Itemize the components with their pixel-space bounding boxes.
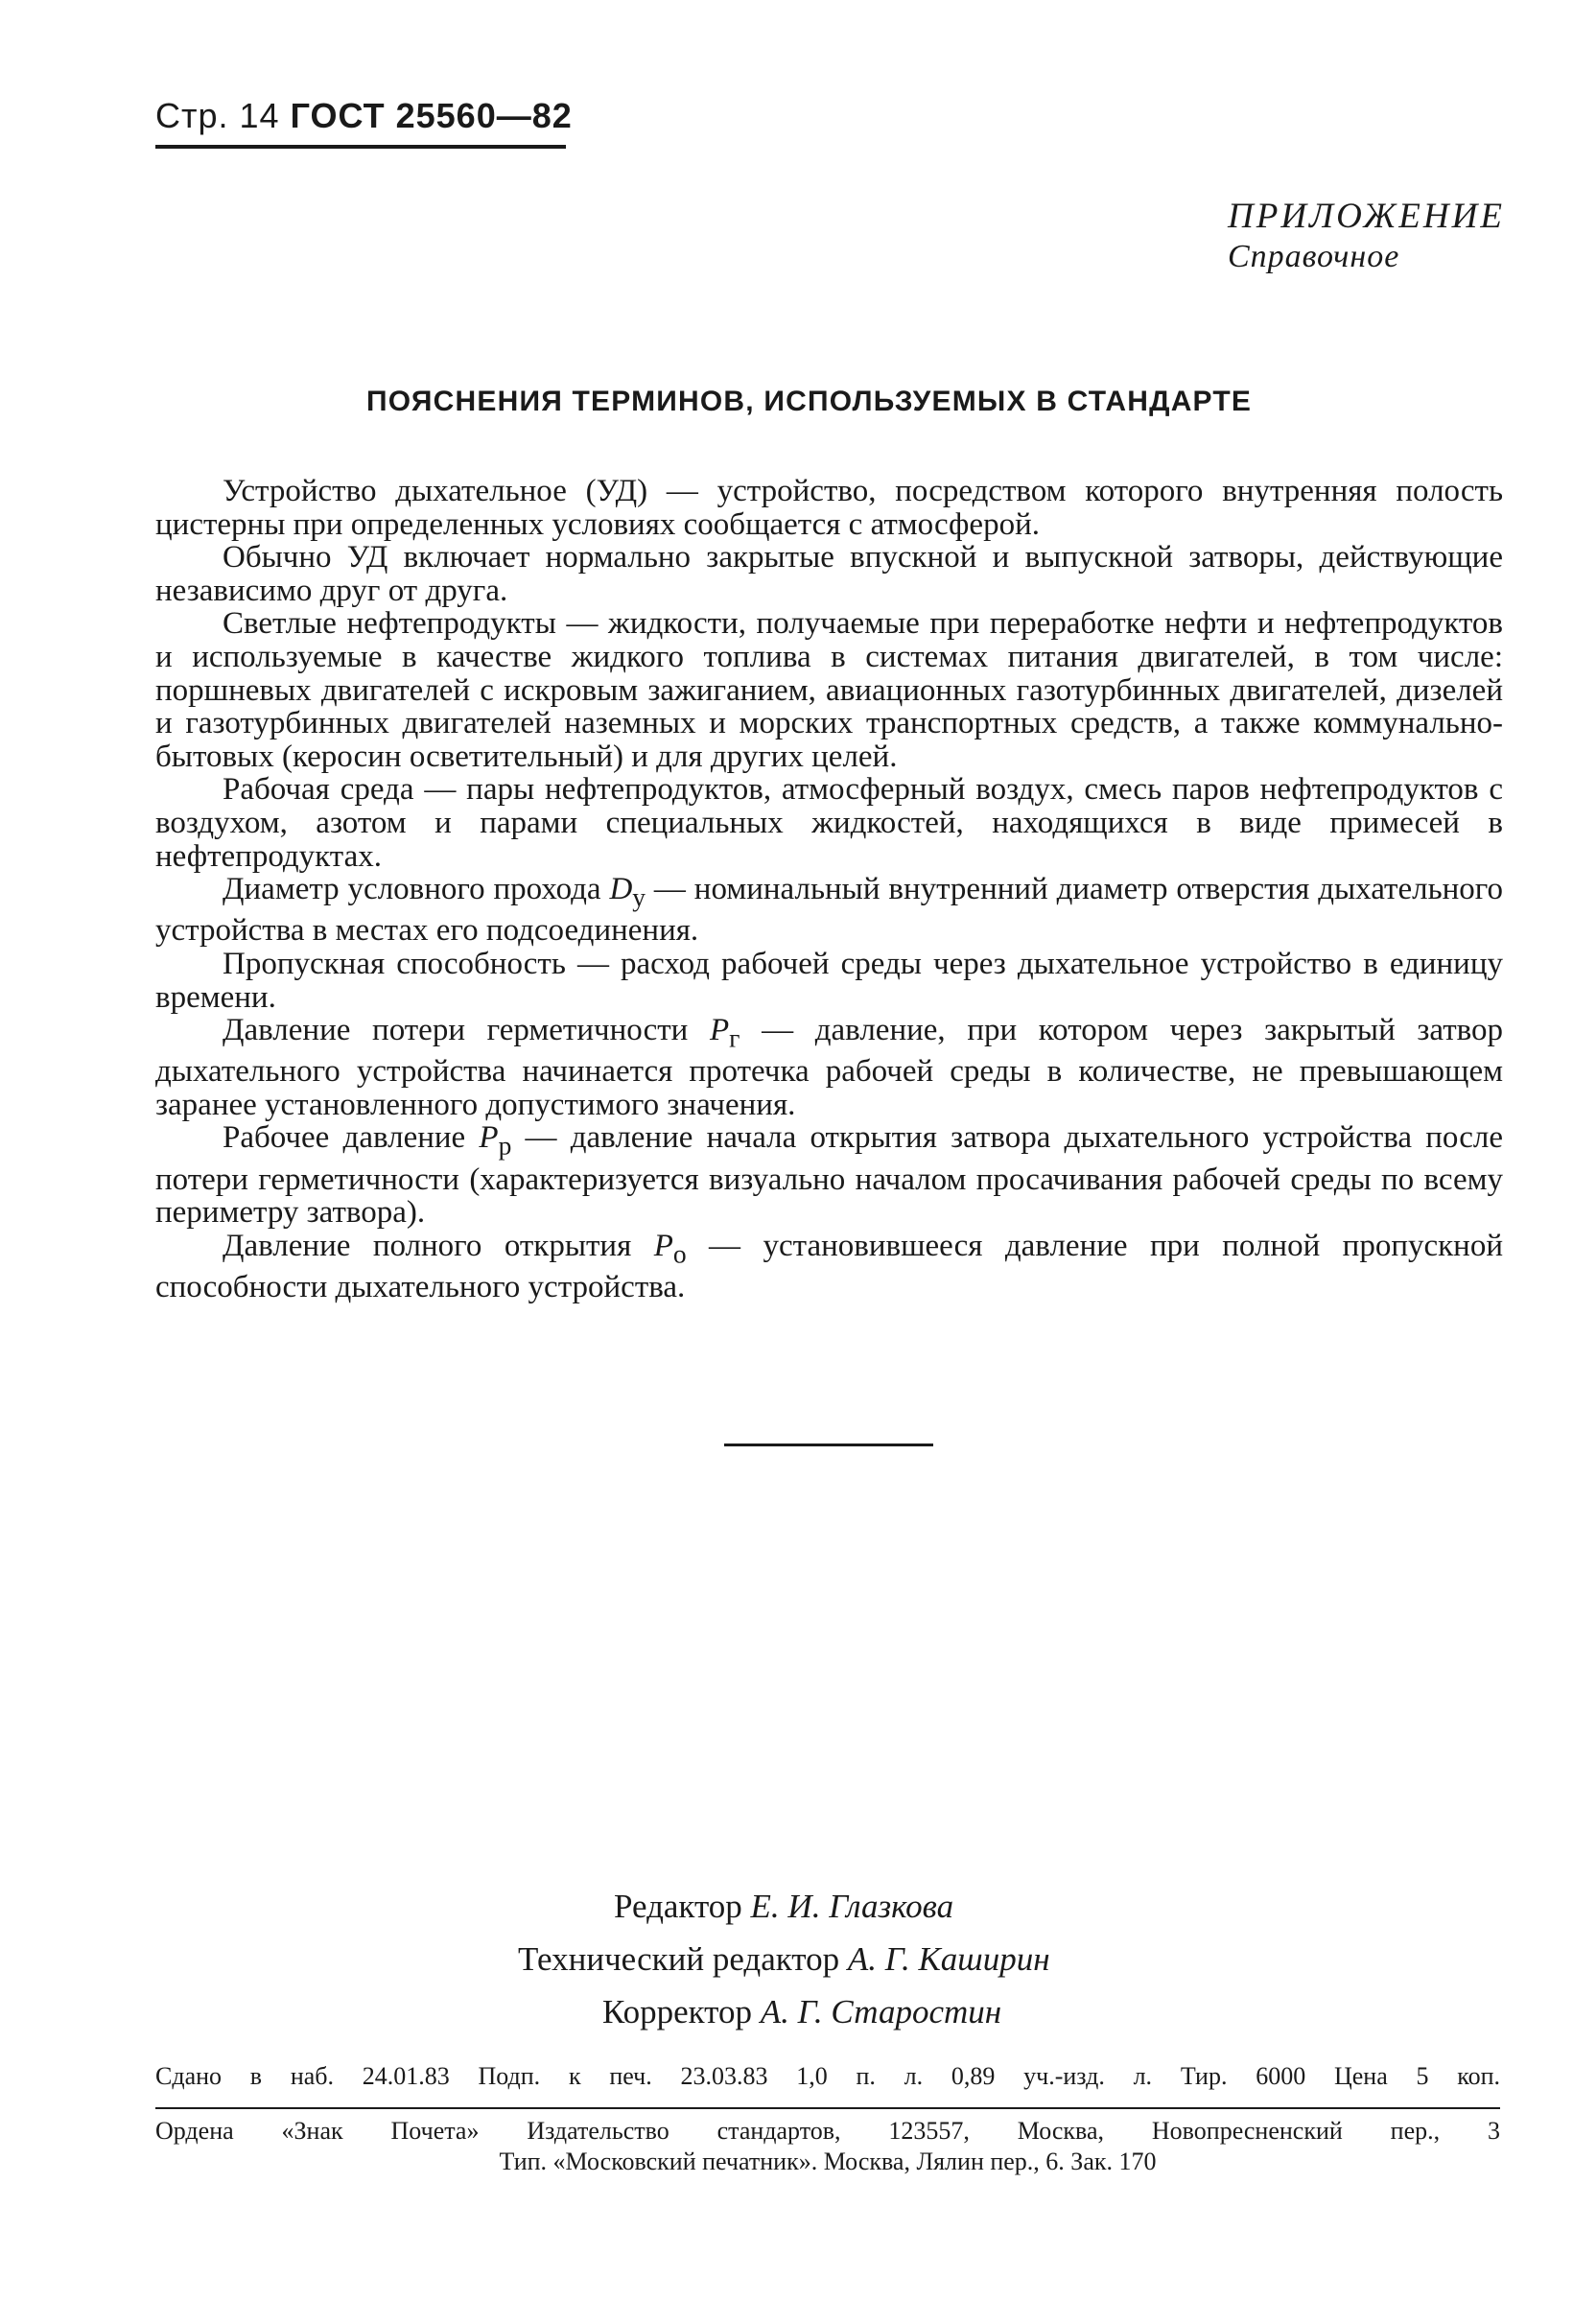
term-paragraph: Пропускная способность — расход рабочей среды через дыхательное устройство в единицу времени. [155,946,1503,1015]
term-paragraph-po [155,1230,1503,1304]
term-definition: — установившееся давление при полной пропускной способности дыхательного устройства. [155,1228,1503,1305]
appendix-subtitle: Справочное [1228,239,1400,275]
appendix-block [1228,196,1505,277]
credit-label: Редактор [614,1888,742,1925]
term-definition: — давление начала открытия затвора дыхательного устройства после потери герметичности (характеризуется визуально началом просачивания рабочей среды по всему периметру затвора). [155,1120,1503,1231]
term-definition: — номинальный внутренний диаметр отверстия дыхательного устройства в местах его подсоединения. [155,872,1504,949]
term-paragraph: Обычно УД включает нормально закрытые впускной и выпускной затворы, действующие независимо друг от друга. [155,540,1503,608]
section-separator [724,1444,933,1446]
term-paragraph-dy [155,873,1503,948]
credit-name: А. Г. Старостин [760,1993,1002,2031]
term-subscript: р [498,1131,512,1162]
term-paragraph: Рабочая среда — пары нефтепродуктов, атмосферный воздух, смесь паров нефтепродуктов с воздухом, азотом и парами специальных жидкостей, находящихся в виде примесей в нефтепродуктах. [155,772,1503,874]
appendix-title: ПРИЛОЖЕНИЕ [1228,197,1505,236]
page-header [155,96,573,136]
section-title: ПОЯСНЕНИЯ ТЕРМИНОВ, ИСПОЛЬЗУЕМЫХ В СТАНДАРТЕ [366,386,1253,417]
imprint-rule [155,2107,1500,2109]
term-definition: — давление, при котором через закрытый затвор дыхательного устройства начинается протечка рабочей среды в количестве, не превышающем заранее установленного допустимого значения. [155,1013,1503,1122]
header-underline [155,145,566,149]
credit-name: А. Г. Каширин [847,1940,1050,1978]
terms-body [155,475,1503,1304]
term-paragraph-pg [155,1014,1503,1121]
term-symbol: P [653,1228,673,1263]
printer-line: Тип. «Московский печатник». Москва, Лялин пер., 6. Зак. 170 [499,2148,1157,2175]
standard-code: ГОСТ 25560—82 [290,96,573,135]
term-text: Диаметр условного прохода [223,872,610,907]
term-symbol: P [709,1013,730,1048]
publisher-block [155,2116,1500,2177]
term-subscript: у [632,881,646,912]
publisher-line: Ордена «Знак Почета» Издательство стандартов, 123557, Москва, Новопресненский пер., 3 [155,2117,1500,2145]
term-paragraph-pp [155,1121,1503,1229]
credit-name: Е. И. Глазкова [750,1888,954,1925]
credit-proofreader [602,1985,1001,2038]
credit-editor [614,1880,953,1933]
credit-tech-editor [518,1933,1050,1985]
term-paragraph: Светлые нефтепродукты — жидкости, получаемые при переработке нефти и нефтепродуктов и используемые в качестве жидкого топлива в системах питания двигателей, в том числе: поршневых двигателей с искровым зажиганием, авиационных газотурбинных двигателей, дизелей и газотурбинных двигателей наземных и морских транспортных средств, а также коммунально-бытовых (керосин осветительный) и для других целей. [155,606,1503,774]
imprint-line: Сдано в наб. 24.01.83 Подп. к печ. 23.03.83 1,0 п. л. 0,89 уч.-изд. л. Тир. 6000 Цена 5 коп. [155,2062,1500,2090]
credit-label: Корректор [602,1993,753,2031]
page-number: Стр. 14 [155,96,280,135]
term-text: Давление потери герметичности [223,1013,710,1048]
term-paragraph: Устройство дыхательное (УД) — устройство, посредством которого внутренняя полость цистерны при определенных условиях сообщается с атмосферой. [155,474,1503,542]
credit-label: Технический редактор [518,1940,840,1978]
term-symbol: D [609,872,633,907]
term-subscript: о [672,1238,687,1269]
term-symbol: P [479,1120,499,1156]
term-text: Давление полного открытия [223,1228,654,1263]
term-subscript: г [729,1022,740,1053]
term-text: Рабочее давление [223,1120,480,1156]
